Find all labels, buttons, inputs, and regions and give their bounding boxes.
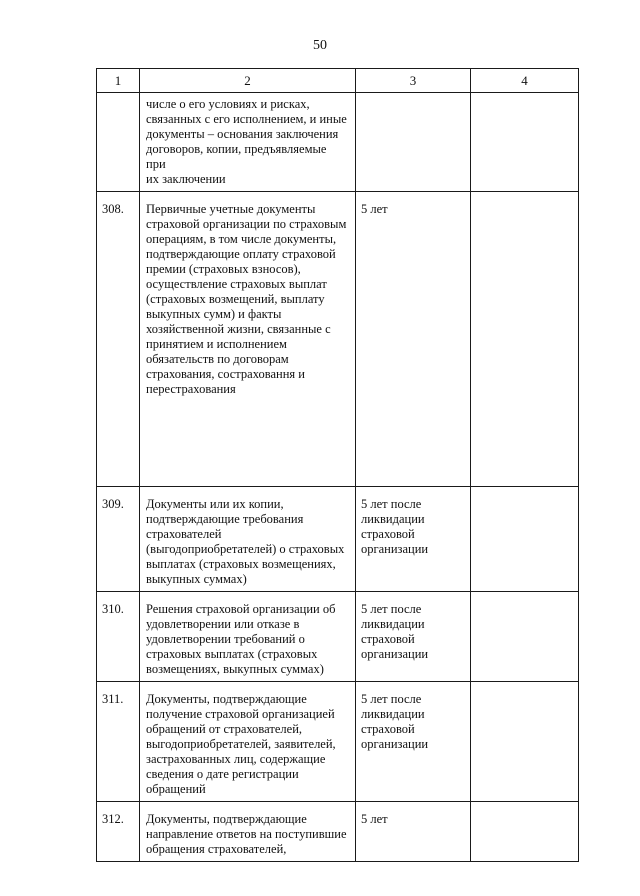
row-note-cell xyxy=(471,802,579,862)
row-number-cell: 309. xyxy=(97,487,140,592)
row-term-cell xyxy=(356,93,471,192)
row-term-cell: 5 лет после ликвидации страховой организации xyxy=(356,682,471,802)
row-description-cell: Первичные учетные документы страховой организации по страховым операциям, в том числе документы, подтверждающие оплату страховой премии (страховых взносов), осуществление страховых выплат (страховых возмещений, выплату выкупных сумм) и факты хозяйственной жизни, связанные с принятием и исполнением обязательств по договорам страхования, состраховання и перестрахования xyxy=(140,192,356,487)
row-description-cell: Документы или их копии, подтверждающие требования страхователей (выгодоприобретателей) о страховых выплатах (страховых возмещениях, выкупных суммах) xyxy=(140,487,356,592)
row-note-cell xyxy=(471,487,579,592)
column-header-retention-term: 3 xyxy=(356,69,471,93)
row-number-cell: 312. xyxy=(97,802,140,862)
row-note-cell xyxy=(471,93,579,192)
row-term-cell: 5 лет xyxy=(356,802,471,862)
row-note-cell xyxy=(471,192,579,487)
column-header-notes: 4 xyxy=(471,69,579,93)
row-description-cell: Документы, подтверждающие направление ответов на поступившие обращения страхователей, xyxy=(140,802,356,862)
row-number-cell: 308. xyxy=(97,192,140,487)
table-row xyxy=(97,682,579,802)
table-header-row xyxy=(97,69,579,93)
row-number-cell: 311. xyxy=(97,682,140,802)
row-number-cell xyxy=(97,93,140,192)
row-term-cell: 5 лет после ликвидации страховой организации xyxy=(356,487,471,592)
row-description-cell: Решения страховой организации об удовлетворении или отказе в удовлетворении требований о страховых выплатах (страховых возмещениях, выкупных суммах) xyxy=(140,592,356,682)
table-row xyxy=(97,802,579,862)
column-header-description: 2 xyxy=(140,69,356,93)
table-row xyxy=(97,93,579,192)
row-note-cell xyxy=(471,682,579,802)
row-number-cell: 310. xyxy=(97,592,140,682)
row-term-cell: 5 лет после ликвидации страховой организации xyxy=(356,592,471,682)
row-description-cell: числе о его условиях и рисках, связанных с его исполнением, и иные документы – основания заключения договоров, копии, предъявляемые при их заключении xyxy=(140,93,356,192)
table-row xyxy=(97,192,579,487)
row-term-cell: 5 лет xyxy=(356,192,471,487)
table-row xyxy=(97,487,579,592)
column-header-number: 1 xyxy=(97,69,140,93)
table-row xyxy=(97,592,579,682)
row-note-cell xyxy=(471,592,579,682)
page-number: 50 xyxy=(313,38,327,53)
row-description-cell: Документы, подтверждающие получение страховой организацией обращений от страхователей, выгодоприобретателей, заявителей, застрахованных лиц, содержащие сведения о дате регистрации обращений xyxy=(140,682,356,802)
document-table xyxy=(96,68,579,862)
